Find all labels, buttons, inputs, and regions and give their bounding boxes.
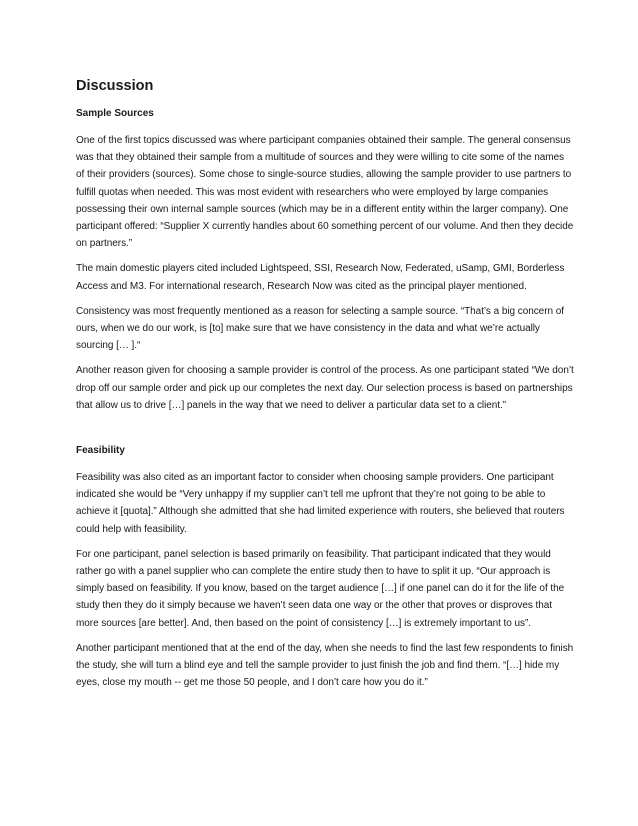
- paragraph: Feasibility was also cited as an important factor to consider when choosing sample providers. One participant indicated she would be “Very unhappy if my supplier can’t tell me upfront that they’re not going to be able to achieve it [quota].” Although she admitted that she had limited experience with routers, she believed that routers could help with feasibility.: [76, 472, 565, 535]
- document-body: [76, 77, 574, 699]
- section-heading-sample-sources: Sample Sources: [76, 108, 154, 119]
- section-heading-feasibility: Feasibility: [76, 445, 125, 457]
- paragraph: Another participant mentioned that at the end of the day, when she needs to find the last few respondents to finish the study, she will turn a blind eye and tell the sample provider to just finish the job and find them. “[…] hide my eyes, close my mouth -- get me those 50 people, and I don’t care how you do it.”: [76, 642, 574, 689]
- paragraph: For one participant, panel selection is based primarily on feasibility. That participant indicated that they would rather go with a panel supplier who can complete the entire study then to have to split it up. “Our approach is simply based on feasibility. If you know, based on the target audience […] if one panel can do it for the life of the study then they do it simply because we haven’t seen data one way or the other that proves or disproves that more sources [are better]. And, then based on the point of consistency […] is extremely important to us”.: [76, 548, 565, 629]
- paragraph: Consistency was most frequently mentioned as a reason for selecting a sample source. “That’s a big concern of ours, when we do our work, is [to] make sure that we have consistency in the data and what we’re actually sourcing [… ].“: [76, 305, 564, 352]
- paragraph: Another reason given for choosing a sample provider is control of the process. As one participant stated “We don’t drop off our sample order and pick up our completes the next day. Our selection process is based on partnerships that allow us to drive […] panels in the way that we need to deliver a particular data set to a client.”: [76, 365, 574, 411]
- paragraph: One of the first topics discussed was where participant companies obtained their sample. The general consensus was that they obtained their sample from a multitude of sources and they were willing to cite some of the names of their providers (sources). Some chose to single-source studies, allowing the sample provider to use partners to fulfill quotas when needed. This was most evident with researchers who were employed by large companies possessing their own internal sample sources (which may be in a different entity within the larger company). One participant offered: “Supplier X currently handles about 60 something percent of our volume. And then they decide on partners.”: [76, 135, 574, 250]
- page-title: Discussion: [76, 78, 154, 94]
- paragraph: The main domestic players cited included Lightspeed, SSI, Research Now, Federated, uSamp, GMI, Borderless Access and M3. For international research, Research Now was cited as the principal player mentioned.: [76, 263, 565, 292]
